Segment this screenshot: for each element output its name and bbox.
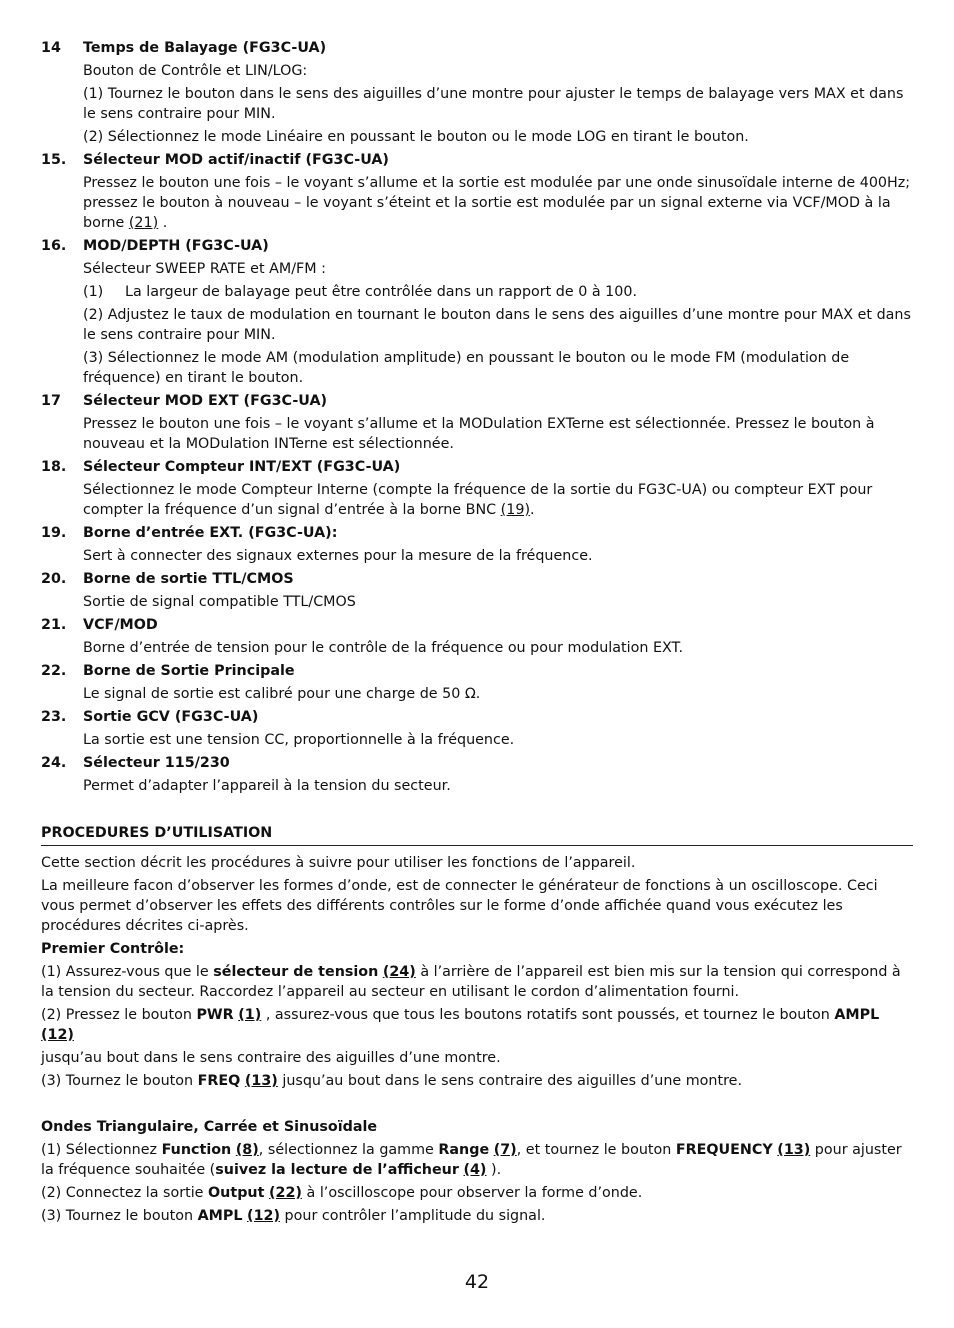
item-title: Sélecteur MOD EXT (FG3C-UA) (83, 393, 328, 409)
item-text: La sortie est une tension CC, proportionnelle à la fréquence. (83, 732, 515, 748)
cross-reference: (8) (235, 1142, 259, 1158)
item-title: Sortie GCV (FG3C-UA) (83, 709, 259, 725)
page-number: 42 (464, 1271, 490, 1293)
cross-reference: (22) (269, 1185, 302, 1201)
item-number: 22. (41, 663, 67, 679)
item-title: Sélecteur MOD actif/inactif (FG3C-UA) (83, 152, 389, 168)
item-title: Borne d’entrée EXT. (FG3C-UA): (83, 525, 338, 541)
paragraph: La meilleure facon d’observer les formes d’onde, est de connecter le générateur de fonctions à un oscilloscope. Ceci vous permet d’observer les effets des différents contrôles sur le forme d’onde affichée quand vous exécutez les procédures décrites ci-après. (41, 878, 878, 934)
item-17 (41, 391, 913, 454)
cross-reference: (19) (500, 502, 531, 518)
cross-reference: (21) (128, 215, 159, 231)
item-19 (41, 523, 913, 566)
paragraph: jusqu’au bout dans le sens contraire des aiguilles d’une montre. (41, 1050, 501, 1066)
cross-reference: (1) (238, 1007, 262, 1023)
paragraph: (1) Sélectionnez Function (8), sélectionnez la gamme Range (7), et tournez le bouton FREQUENCY (13) pour ajuster la fréquence souhaitée (suivez la lecture de l’afficheur (4) ). (41, 1142, 902, 1178)
item-text: Sélecteur SWEEP RATE et AM/FM : (83, 261, 326, 277)
item-number: 21. (41, 617, 67, 633)
item-title: Sélecteur 115/230 (83, 755, 230, 771)
item-14 (41, 38, 913, 147)
section-title: PROCEDURES D’UTILISATION (41, 823, 913, 846)
item-text: Le signal de sortie est calibré pour une charge de 50 Ω. (83, 686, 481, 702)
item-title: Borne de Sortie Principale (83, 663, 295, 679)
item-number: 18. (41, 459, 67, 475)
document-page (41, 38, 913, 1226)
item-title: Borne de sortie TTL/CMOS (83, 571, 294, 587)
item-number: 14 (41, 40, 61, 56)
cross-reference: (7) (493, 1142, 517, 1158)
item-number: 15. (41, 152, 67, 168)
cross-reference: (24) (382, 964, 416, 980)
item-23 (41, 707, 913, 750)
cross-reference: (12) (41, 1027, 74, 1043)
item-number: 23. (41, 709, 67, 725)
item-title: Temps de Balayage (FG3C-UA) (83, 40, 327, 56)
item-15 (41, 150, 913, 233)
item-text: Sélectionnez le mode Compteur Interne (compte la fréquence de la sortie du FG3C-UA) ou compteur EXT pour compter la fréquence d’un signal d’entrée à la borne BNC (19). (83, 482, 873, 518)
item-text: Sortie de signal compatible TTL/CMOS (83, 594, 356, 610)
item-text: Sert à connecter des signaux externes pour la mesure de la fréquence. (83, 548, 593, 564)
item-text: (3) Sélectionnez le mode AM (modulation amplitude) en poussant le bouton ou le mode FM (modulation de fréquence) en tirant le bouton. (83, 350, 850, 386)
subsection-title: Ondes Triangulaire, Carrée et Sinusoïdale (41, 1119, 378, 1135)
item-text: (2) Adjustez le taux de modulation en tournant le bouton dans le sens des aiguilles d’une montre pour MAX et dans le sens contraire pour MIN. (83, 307, 911, 343)
item-18 (41, 457, 913, 520)
item-number: 17 (41, 393, 61, 409)
item-16 (41, 236, 913, 388)
sub-item-label: (1) (83, 284, 104, 300)
cross-reference: (12) (247, 1208, 281, 1224)
paragraph: (3) Tournez le bouton AMPL (12) pour contrôler l’amplitude du signal. (41, 1208, 546, 1224)
cross-reference: (13) (244, 1073, 278, 1089)
item-text: Permet d’adapter l’appareil à la tension du secteur. (83, 778, 451, 794)
item-number: 16. (41, 238, 67, 254)
item-title: Sélecteur Compteur INT/EXT (FG3C-UA) (83, 459, 401, 475)
item-21 (41, 615, 913, 658)
item-text: Borne d’entrée de tension pour le contrôle de la fréquence ou pour modulation EXT. (83, 640, 684, 656)
paragraph: (2) Connectez la sortie Output (22) à l’oscilloscope pour observer la forme d’onde. (41, 1185, 643, 1201)
item-text: Pressez le bouton une fois – le voyant s’allume et la sortie est modulée par une onde sinusoïdale interne de 400Hz; pressez le bouton à nouveau – le voyant s’éteint et la sortie est modulée par un signal externe via VCF/MOD à la borne (21) . (83, 175, 911, 231)
cross-reference: (13) (777, 1142, 811, 1158)
item-text: (2) Sélectionnez le mode Linéaire en poussant le bouton ou le mode LOG en tirant le bouton. (83, 129, 749, 145)
item-title: VCF/MOD (83, 617, 158, 633)
paragraph: (1) Assurez-vous que le sélecteur de tension (24) à l’arrière de l’appareil est bien mis sur la tension qui correspond à la tension du secteur. Raccordez l’appareil au secteur en utilisant le cordon d’alimentation fourni. (41, 964, 901, 1000)
paragraph: (3) Tournez le bouton FREQ (13) jusqu’au bout dans le sens contraire des aiguilles d’une montre. (41, 1073, 742, 1089)
item-text: (1) Tournez le bouton dans le sens des aiguilles d’une montre pour ajuster le temps de balayage vers MAX et dans le sens contraire pour MIN. (83, 86, 904, 122)
paragraph: Cette section décrit les procédures à suivre pour utiliser les fonctions de l’appareil. (41, 855, 636, 871)
item-20 (41, 569, 913, 612)
sub-item-text: La largeur de balayage peut être contrôlée dans un rapport de 0 à 100. (125, 284, 638, 300)
item-text: Pressez le bouton une fois – le voyant s’allume et la MODulation EXTerne est sélectionnée. Pressez le bouton à nouveau et la MODulation INTerne est sélectionnée. (83, 416, 875, 452)
item-text: Bouton de Contrôle et LIN/LOG: (83, 63, 308, 79)
cross-reference: (4) (463, 1162, 487, 1178)
subsection-title: Premier Contrôle: (41, 941, 185, 957)
item-number: 24. (41, 755, 67, 771)
item-24 (41, 753, 913, 796)
paragraph: (2) Pressez le bouton PWR (1) , assurez-vous que tous les boutons rotatifs sont poussés, et tournez le bouton AMPL (12) (41, 1007, 880, 1043)
sub-item (83, 282, 913, 302)
item-number: 20. (41, 571, 67, 587)
item-number: 19. (41, 525, 67, 541)
item-22 (41, 661, 913, 704)
item-title: MOD/DEPTH (FG3C-UA) (83, 238, 269, 254)
